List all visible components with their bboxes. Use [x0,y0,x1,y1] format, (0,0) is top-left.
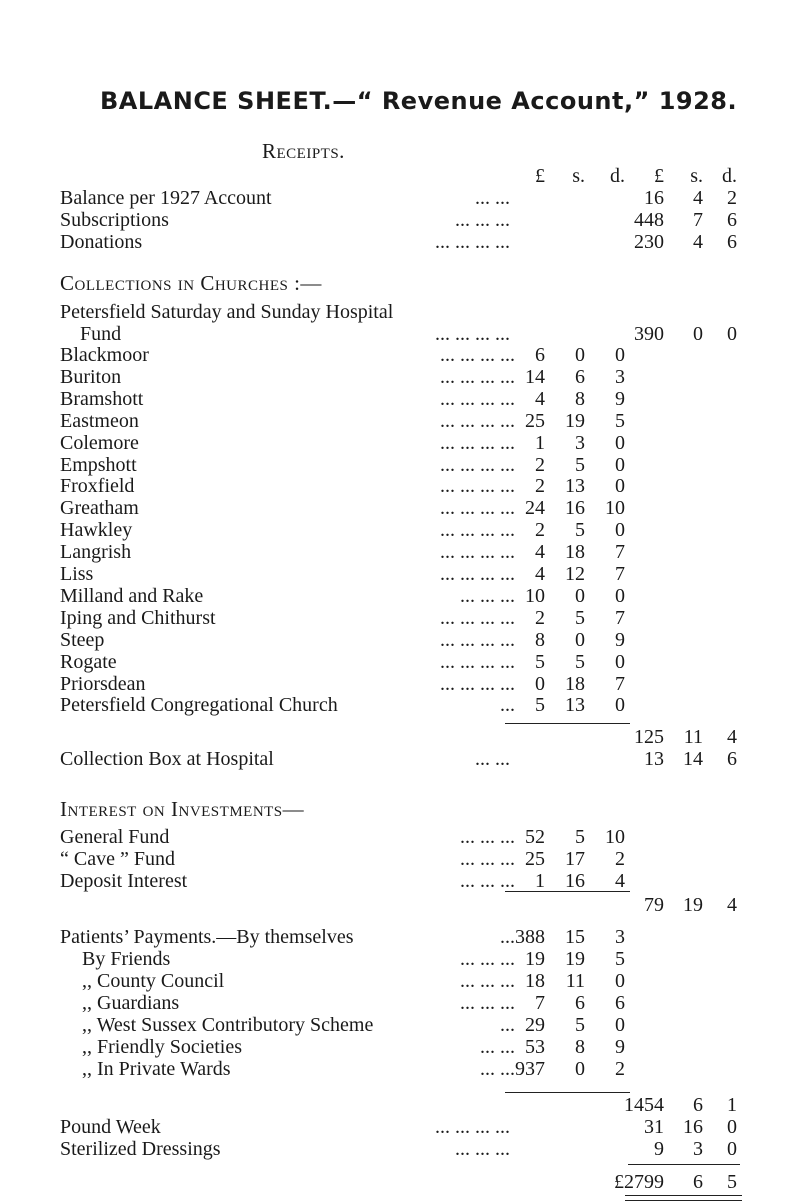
collection-item-amount-pence: 0 [615,694,625,717]
patients-item-amount-shillings: 0 [575,1058,585,1080]
collection-item-amount-shillings: 5 [575,606,585,629]
collection-item-label: Empshott [60,453,137,476]
patients-heading-amount-pence: 3 [615,926,625,948]
collection-item [0,694,800,718]
bottom-item-total-pounds: 31 [644,1116,664,1138]
bottom-item-dots: ... ... ... ... [435,1116,510,1138]
interest-subtotal [0,894,800,918]
patients-item-amount-shillings: 19 [565,948,585,970]
patients-item-amount-pence: 6 [615,992,625,1014]
collection-item-amount-pounds: 1 [535,431,545,454]
collections-subtotal-total-pence: 4 [727,726,737,748]
collection-item-label: Eastmeon [60,409,139,432]
collection-item-amount-pence: 7 [615,563,625,585]
interest-item-amount-pence: 2 [615,848,625,870]
top-item-label: Subscriptions [60,209,169,231]
collection-item-amount-pounds: 4 [535,387,545,410]
collection-box-dots: ... ... [475,748,510,770]
collections-heading: Collections in Churches :— [60,271,322,295]
collection-item [0,563,800,587]
patients-item-amount-shillings: 11 [565,970,585,992]
bottom-item-total-pounds: 9 [654,1138,664,1160]
collection-item-amount-pounds: 2 [535,475,545,498]
collection-item-amount-shillings: 3 [575,431,585,454]
interest-item-dots: ... ... ... [460,826,515,848]
collection-item-amount-shillings: 0 [575,584,585,607]
patients-item [0,1058,800,1082]
top-item-total-pence: 6 [727,231,737,253]
collection-item-amount-pounds: 25 [525,409,545,432]
grand-total-shillings: 6 [693,1171,703,1193]
collection-item [0,651,800,675]
grand-total [0,1171,800,1195]
collection-item [0,519,800,543]
interest-subtotal-total-pence: 4 [727,894,737,916]
collection-item [0,432,800,456]
patients-rule [505,1092,630,1093]
patients-item-amount-pounds: 53 [525,1036,545,1058]
interest-item [0,848,800,872]
collection-item-amount-pounds: 4 [535,541,545,564]
top-item [0,231,800,255]
bottom-item-total-shillings: 16 [683,1116,703,1138]
patients-item-label: ,, County Council [82,970,225,992]
collections-subtotal-total-pounds: 125 [634,726,664,748]
collection-item [0,475,800,499]
collection-item-amount-shillings: 18 [565,672,585,695]
top-item [0,209,800,233]
patients-item-amount-shillings: 6 [575,992,585,1014]
collection-item-label: Colemore [60,431,139,454]
grand-total-pounds: £2799 [614,1171,664,1193]
collection-item-dots: ... ... ... ... [440,519,515,542]
patients-item-dots: ... ... [480,1036,515,1058]
patients-item-dots: ... ... ... [460,948,515,970]
patients-item-label: ,, In Private Wards [82,1058,231,1080]
patients-item-dots: ... [500,1014,515,1036]
collection-item-amount-shillings: 0 [575,344,585,366]
collection-item-label: Milland and Rake [60,584,204,607]
collection-item [0,629,800,653]
collection-item-dots: ... ... ... ... [440,650,515,673]
collection-item-dots: ... ... ... [460,584,515,607]
collection-item-label: Blackmoor [60,344,149,366]
patients-item [0,1014,800,1038]
collection-box-total-pounds: 13 [644,748,664,770]
collection-item-label: Priorsdean [60,672,146,695]
interest-item-amount-shillings: 17 [565,848,585,870]
page-title: BALANCE SHEET.—“ Revenue Account,” 1928. [100,87,738,115]
collection-item [0,607,800,631]
collection-item-amount-pounds: 24 [525,497,545,520]
bottom-item-dots: ... ... ... [455,1138,510,1160]
collection-box-total-pence: 6 [727,748,737,770]
collections-rule [505,723,630,724]
interest-subtotal-total-pounds: 79 [644,894,664,916]
patients-item-amount-pounds: 29 [525,1014,545,1036]
interest-item-amount-pounds: 52 [525,826,545,848]
collection-item [0,366,800,390]
patients-item-amount-pence: 2 [615,1058,625,1080]
collection-item-amount-shillings: 6 [575,365,585,388]
patients-heading-amount-shillings: 15 [565,926,585,948]
collection-item [0,541,800,565]
top-item-total-pounds: 230 [634,231,664,253]
collection-item-dots: ... ... ... ... [440,672,515,695]
collection-item-dots: ... ... ... ... [440,431,515,454]
patients-item-amount-pence: 0 [615,1014,625,1036]
hospital-fund-dots: ... ... ... ... [435,323,510,345]
collection-item-amount-pence: 7 [615,672,625,695]
collection-item-dots: ... ... ... ... [440,344,515,366]
collection-item-amount-pence: 9 [615,628,625,651]
collection-item-dots: ... ... ... ... [440,409,515,432]
collection-item [0,388,800,412]
top-item-label: Donations [60,231,143,253]
collection-item-amount-shillings: 0 [575,628,585,651]
collection-item-label: Steep [60,628,105,651]
header-outer-pounds: £ [654,165,664,187]
interest-item-amount-pounds: 25 [525,848,545,870]
collection-item-amount-pounds: 5 [535,694,545,717]
header-inner-pounds: £ [535,165,545,187]
patients-item-amount-pounds: 7 [535,992,545,1014]
receipts-heading: Receipts. [262,139,345,163]
patients-subtotal-total-pounds: 1454 [624,1094,664,1116]
header-inner-shillings: s. [572,165,585,187]
patients-subtotal-total-pence: 1 [727,1094,737,1116]
collection-box-label: Collection Box at Hospital [60,748,274,770]
collection-item [0,454,800,478]
collection-item-dots: ... ... ... ... [440,606,515,629]
top-item-total-shillings: 4 [693,231,703,253]
collection-box [0,748,800,772]
collection-item [0,410,800,434]
patients-item-label: By Friends [82,948,171,970]
collection-item-dots: ... ... ... ... [440,628,515,651]
collection-item-label: Liss [60,563,94,585]
collection-item-amount-pence: 7 [615,541,625,564]
top-item-label: Balance per 1927 Account [60,187,272,209]
collection-item-amount-pence: 0 [615,431,625,454]
collection-box-total-shillings: 14 [683,748,703,770]
collections-subtotal-total-shillings: 11 [683,726,703,748]
header-outer-shillings: s. [690,165,703,187]
patients-item [0,1036,800,1060]
collection-item [0,497,800,521]
bottom-item-total-pence: 0 [727,1116,737,1138]
top-item-total-shillings: 7 [693,209,703,231]
patients-subtotal [0,1094,800,1118]
collection-item-amount-pounds: 4 [535,563,545,585]
collection-item-amount-pence: 0 [615,584,625,607]
collection-item-amount-pence: 7 [615,606,625,629]
collection-item-amount-pence: 0 [615,453,625,476]
collection-item-label: Froxfield [60,475,135,498]
collection-item-amount-shillings: 19 [565,409,585,432]
collection-item-amount-shillings: 13 [565,694,585,717]
collection-item-label: Rogate [60,650,117,673]
collection-item-amount-pence: 0 [615,650,625,673]
collection-item [0,344,800,368]
hospital-fund-line1-label: Petersfield Saturday and Sunday Hospital [60,301,394,323]
interest-rule [505,891,630,892]
header-inner-pence: d. [610,165,625,187]
collection-item-amount-shillings: 5 [575,453,585,476]
patients-item-amount-pence: 0 [615,970,625,992]
grand-total-double-rule [625,1195,742,1201]
collection-item-amount-pounds: 14 [525,365,545,388]
collection-item-dots: ... ... ... ... [440,453,515,476]
hospital-fund-total-pence: 0 [727,323,737,345]
interest-item-dots: ... ... ... [460,848,515,870]
top-item-total-pence: 6 [727,209,737,231]
bottom-item [0,1116,800,1140]
top-item-total-pounds: 448 [634,209,664,231]
collection-item-amount-pence: 3 [615,365,625,388]
collection-item-label: Langrish [60,541,132,564]
collection-item-amount-pounds: 2 [535,453,545,476]
collection-item-amount-pounds: 10 [525,584,545,607]
collection-item-amount-shillings: 5 [575,519,585,542]
patients-heading-label: Patients’ Payments.—By themselves [60,926,354,948]
collection-item-dots: ... ... ... ... [440,365,515,388]
collection-item-dots: ... ... ... ... [440,497,515,520]
interest-item-label: “ Cave ” Fund [60,848,175,870]
collection-item-amount-pence: 5 [615,409,625,432]
bottom-item-total-shillings: 3 [693,1138,703,1160]
patients-item-label: ,, Guardians [82,992,180,1014]
interest-item-amount-pounds: 1 [535,870,545,892]
bottom-item-label: Sterilized Dressings [60,1138,221,1160]
bottom-item-label: Pound Week [60,1116,161,1138]
collection-item-amount-shillings: 5 [575,650,585,673]
top-item-total-pounds: 16 [644,187,664,209]
patients-item-amount-shillings: 8 [575,1036,585,1058]
hospital-fund-label: Fund [80,323,122,345]
patients-item [0,992,800,1016]
collection-item-label: Bramshott [60,387,144,410]
collection-item [0,673,800,697]
collection-item-amount-shillings: 13 [565,475,585,498]
interest-item [0,870,800,894]
collection-item-label: Buriton [60,365,122,388]
patients-item-amount-shillings: 5 [575,1014,585,1036]
patients-item-label: ,, West Sussex Contributory Scheme [82,1014,374,1036]
collection-item [0,585,800,609]
collection-item-amount-pence: 0 [615,519,625,542]
collection-item-amount-shillings: 8 [575,387,585,410]
top-item [0,187,800,211]
patients-item [0,948,800,972]
collection-item-amount-pence: 0 [615,475,625,498]
collection-item-amount-shillings: 18 [565,541,585,564]
collection-item-amount-pounds: 5 [535,650,545,673]
top-item-dots: ... ... [475,187,510,209]
collection-item-label: Greatham [60,497,139,520]
header-outer-pence: d. [722,165,737,187]
hospital-fund-line1 [0,301,800,325]
collection-item-amount-pounds: 0 [535,672,545,695]
patients-item-amount-pounds: 19 [525,948,545,970]
top-item-total-shillings: 4 [693,187,703,209]
column-headers [0,165,800,189]
patients-item-amount-pounds: 937 [515,1058,545,1080]
interest-item-label: Deposit Interest [60,870,188,892]
collection-item-amount-pence: 9 [615,387,625,410]
top-item-total-pence: 2 [727,187,737,209]
interest-subtotal-total-shillings: 19 [683,894,703,916]
collection-item-amount-shillings: 16 [565,497,585,520]
grand-total-rule [628,1164,740,1165]
patients-item-amount-pence: 9 [615,1036,625,1058]
bottom-item [0,1138,800,1162]
interest-item-dots: ... ... ... [460,870,515,892]
patients-heading-dots: ... [500,926,515,948]
hospital-fund-total-pounds: 390 [634,323,664,345]
patients-item-amount-pounds: 18 [525,970,545,992]
patients-item-dots: ... ... ... [460,992,515,1014]
collection-item-amount-pounds: 8 [535,628,545,651]
interest-heading: Interest on Investments— [60,797,305,821]
top-item-dots: ... ... ... ... [435,231,510,253]
hospital-fund-total-shillings: 0 [693,323,703,345]
bottom-item-total-pence: 0 [727,1138,737,1160]
top-item-dots: ... ... ... [455,209,510,231]
collection-item-label: Hawkley [60,519,133,542]
collection-item-amount-shillings: 12 [565,563,585,585]
collection-item-label: Iping and Chithurst [60,606,216,629]
collection-item-label: Petersfield Congregational Church [60,694,338,717]
patients-subtotal-total-shillings: 6 [693,1094,703,1116]
collections-subtotal [0,726,800,750]
collection-item-dots: ... ... ... ... [440,563,515,585]
collection-item-amount-pence: 0 [615,344,625,366]
interest-item-amount-pence: 10 [605,826,625,848]
interest-item-amount-shillings: 5 [575,826,585,848]
interest-item-amount-shillings: 16 [565,870,585,892]
patients-item-dots: ... ... ... [460,970,515,992]
patients-item-label: ,, Friendly Societies [82,1036,242,1058]
collection-item-dots: ... [500,694,515,717]
patients-item-amount-pence: 5 [615,948,625,970]
interest-item-amount-pence: 4 [615,870,625,892]
grand-total-pence: 5 [727,1171,737,1193]
patients-heading-amount-pounds: 388 [515,926,545,948]
collection-item-amount-pounds: 2 [535,519,545,542]
collection-item-dots: ... ... ... ... [440,541,515,564]
collection-item-amount-pence: 10 [605,497,625,520]
patients-item-dots: ... ... [480,1058,515,1080]
collection-item-dots: ... ... ... ... [440,387,515,410]
collection-item-amount-pounds: 2 [535,606,545,629]
interest-item [0,826,800,850]
collection-item-dots: ... ... ... ... [440,475,515,498]
patients-heading [0,926,800,950]
interest-item-label: General Fund [60,826,170,848]
collection-item-amount-pounds: 6 [535,344,545,366]
patients-item [0,970,800,994]
